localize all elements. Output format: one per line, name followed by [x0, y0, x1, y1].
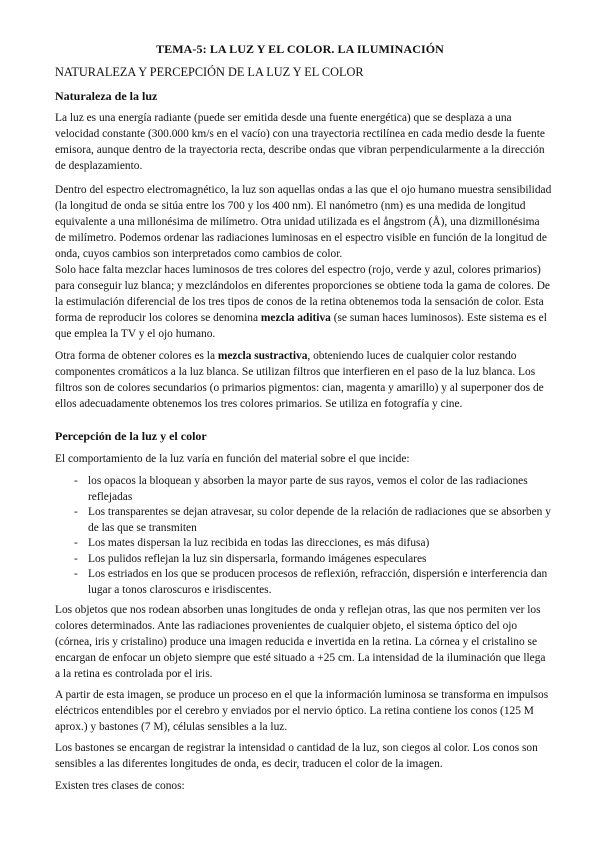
paragraph-9: Existen tres clases de conos: [55, 780, 185, 792]
paragraph-4-text-a: Otra forma de obtener colores es la [55, 350, 218, 362]
term-mezcla-aditiva: mezcla aditiva [260, 312, 331, 324]
list-item-text: Los pulidos reflejan la luz sin dispersarla, formando imágenes especulares [88, 552, 427, 565]
list-item [55, 552, 552, 568]
paragraph-4-text-b: , obteniendo luces de cualquier color restando componentes cromáticos a la luz blanca. Se utilizan filtros que interfieren en el paso de la luz blanca. Los filtros son de colores secundarios (o primarios pigmentos: cian, magenta y amarillo) y al superponer dos de ellos adecuadamente obtenemos los tres colores primarios. Se utiliza en fotografía y cine. [55, 350, 544, 410]
heading-percepcion: Percepción de la luz y el color [55, 429, 207, 443]
bullet-dash: - [74, 537, 78, 549]
paragraph-6: Los objetos que nos rodean absorben unas longitudes de onda y reflejan otras, las que nos permiten ver los colores determinados. Ante las radiaciones provenientes de cualquier objeto, el sistema óptico del ojo (córnea, iris y cristalino) produce una imagen reducida e invertida en la retina. La córnea y el cristalino se encargan de enfocar un objeto siempre que esté situado a +25 cm. La intensidad de la iluminación que llega a la retina es controlada por el iris. [55, 604, 546, 680]
bullet-dash: - [74, 552, 78, 565]
paragraph-7: A partir de esta imagen, se produce un proceso en el que la información luminosa se transforma en impulsos eléctricos entendibles por el cerebro y enviados por el nervio óptico. La retina contiene los conos (125 M aprox.) y bastones (7 M), células sensibles a la luz. [55, 689, 549, 733]
paragraph-3-text-a: Solo hace falta mezclar haces luminosos de tres colores del espectro (rojo, verde y azul, colores primarios) para conseguir luz blanca; y mezclándolos en diferentes proporciones se obtiene toda la gama de colores. De la estimulación diferencial de los tres tipos de conos de la retina obtenemos toda la sensación de color. Esta forma de reproducir los colores se denomina [55, 264, 550, 324]
heading-naturaleza: Naturaleza de la luz [55, 89, 158, 103]
list-item [55, 567, 552, 598]
list-item-text: Los mates dispersan la luz recibida en todas las direcciones, es más difusa) [88, 537, 430, 549]
list-item [55, 505, 552, 536]
paragraph-5: El comportamiento de la luz varía en función del material sobre el que incide: [55, 453, 410, 465]
section-subtitle: NATURALEZA Y PERCEPCIÓN DE LA LUZ Y EL COLOR [55, 65, 364, 79]
list-item [55, 536, 552, 552]
list-item-text: los opacos la bloquean y absorben la mayor parte de sus rayos, vemos el color de las radiaciones reflejadas [88, 475, 528, 503]
term-mezcla-sustractiva: mezcla sustractiva [217, 350, 308, 362]
list-item [55, 474, 552, 505]
paragraph-3 [55, 262, 552, 342]
paragraph-3-text-b: (se suman haces luminosos). Este sistema es el que emplea la TV y el ojo humano. [55, 312, 547, 340]
paragraph-8: Los bastones se encargan de registrar la intensidad o cantidad de la luz, son ciegos al color. Los conos son sensibles a las diferentes longitudes de onda, es decir, traducen el color de la imagen. [55, 742, 538, 770]
list-item-text: Los transparentes se dejan atravesar, su color depende de la relación de radiaciones que se absorben y de las que se transmiten [88, 506, 551, 534]
bullet-dash: - [74, 568, 78, 580]
document-title: TEMA-5: LA LUZ Y EL COLOR. LA ILUMINACIÓN [156, 42, 444, 56]
bullet-dash: - [74, 475, 78, 487]
paragraph-2: Dentro del espectro electromagnético, la luz son aquellas ondas a las que el ojo humano muestra sensibilidad (la longitud de onda se sitúa entre los 700 y los 400 nm). El nanómetro (nm) es una medida de longitud equivalente a una millonésima de milímetro. Otra unidad utilizada es el ångstrom (Å), una dizmillonésima de milímetro. Podemos ordenar las radiaciones luminosas en el espectro visible en función de la longitud de onda, cuyos cambios son interpretados como cambios de color. [55, 184, 552, 260]
bullet-dash: - [74, 506, 78, 518]
list-item-text: Los estriados en los que se producen procesos de reflexión, refracción, dispersión e interferencia dan lugar a tonos claroscuros e irisdiscentes. [88, 568, 548, 596]
paragraph-1: La luz es una energía radiante (puede ser emitida desde una fuente energética) que se desplaza a una velocidad constante (300.000 km/s en el vacío) con una trayectoria rectilínea en cada medio desde la fuente emisora, aunque dentro de la trayectoria recta, describe ondas que vibran perpendicularmente a la dirección de desplazamiento. [55, 112, 545, 172]
paragraph-4 [55, 348, 552, 412]
material-list [55, 474, 552, 598]
